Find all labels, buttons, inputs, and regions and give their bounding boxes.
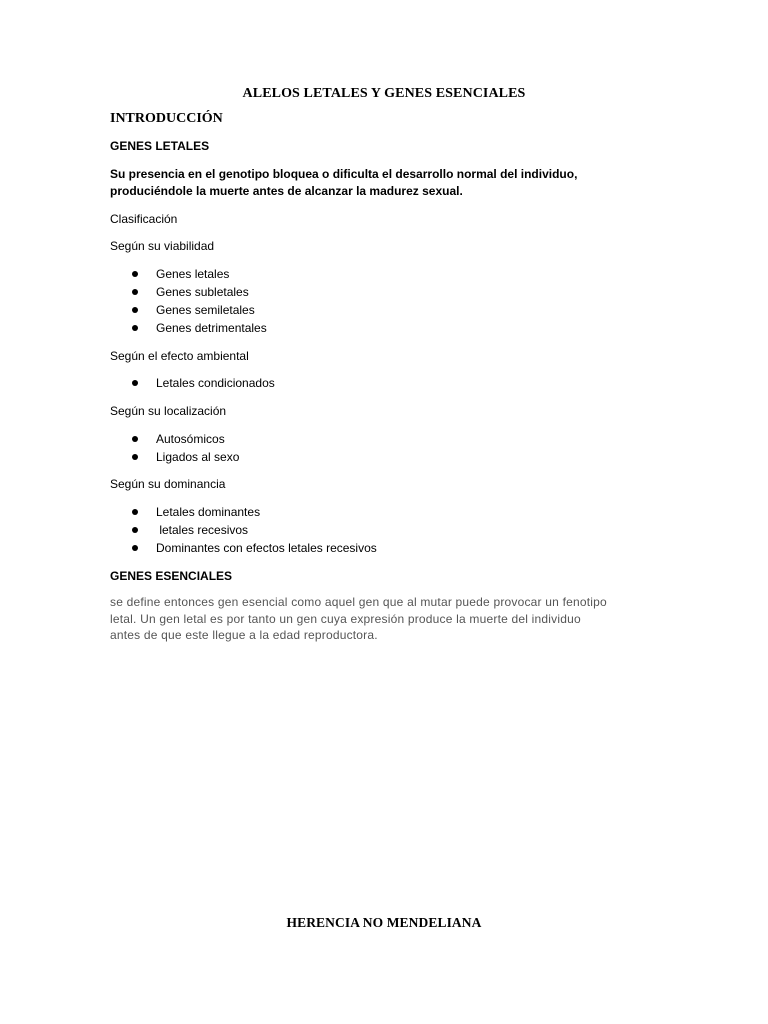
list-item: Autosómicos	[110, 430, 239, 448]
bullet-icon	[132, 289, 138, 295]
list-item: Ligados al sexo	[110, 448, 239, 466]
clasificacion-label: Clasificación	[110, 212, 178, 226]
description-line: Su presencia en el genotipo bloquea o dificulta el desarrollo normal del individuo,	[110, 167, 578, 181]
footer-title: HERENCIA NO MENDELIANA	[286, 915, 482, 930]
bullet-icon	[132, 454, 138, 460]
bullet-icon	[132, 307, 138, 313]
description-line: produciéndole la muerte antes de alcanzar la madurez sexual.	[110, 184, 463, 198]
list-item: letales recesivos	[110, 521, 377, 539]
list-item: Dominantes con efectos letales recesivos	[110, 539, 377, 557]
group-label-dominancia: Según su dominancia	[110, 477, 226, 491]
paragraph-line: se define entonces gen esencial como aquel gen que al mutar puede provocar un fenotipo	[110, 595, 607, 609]
list-item: Letales dominantes	[110, 503, 377, 521]
group-label-localizacion: Según su localización	[110, 404, 227, 418]
genes-esenciales-paragraph	[110, 594, 670, 644]
genes-esenciales-heading: GENES ESENCIALES	[110, 569, 233, 583]
list-item: Genes detrimentales	[110, 319, 267, 337]
list-item: Genes semiletales	[110, 301, 267, 319]
list-item: Letales condicionados	[110, 374, 275, 392]
document-title: ALELOS LETALES Y GENES ESENCIALES	[242, 86, 526, 101]
bullet-icon	[132, 509, 138, 515]
list-item: Genes letales	[110, 265, 267, 283]
genes-letales-heading: GENES LETALES	[110, 139, 210, 153]
bullet-icon	[132, 325, 138, 331]
list-localizacion	[110, 430, 239, 466]
paragraph-line: letal. Un gen letal es por tanto un gen cuya expresión produce la muerte del individuo	[110, 611, 581, 626]
list-viabilidad	[110, 265, 267, 337]
list-item: Genes subletales	[110, 283, 267, 301]
paragraph-line: antes de que este llegue a la edad reproductora.	[110, 628, 378, 642]
group-label-viabilidad: Según su viabilidad	[110, 239, 215, 253]
introduction-heading: INTRODUCCIÓN	[110, 111, 223, 126]
bullet-icon	[132, 527, 138, 533]
list-efecto-ambiental	[110, 374, 275, 392]
bullet-icon	[132, 545, 138, 551]
genes-letales-description	[110, 166, 670, 200]
bullet-icon	[132, 380, 138, 386]
bullet-icon	[132, 271, 138, 277]
list-dominancia	[110, 503, 377, 557]
bullet-icon	[132, 436, 138, 442]
group-label-efecto-ambiental: Según el efecto ambiental	[110, 349, 249, 363]
